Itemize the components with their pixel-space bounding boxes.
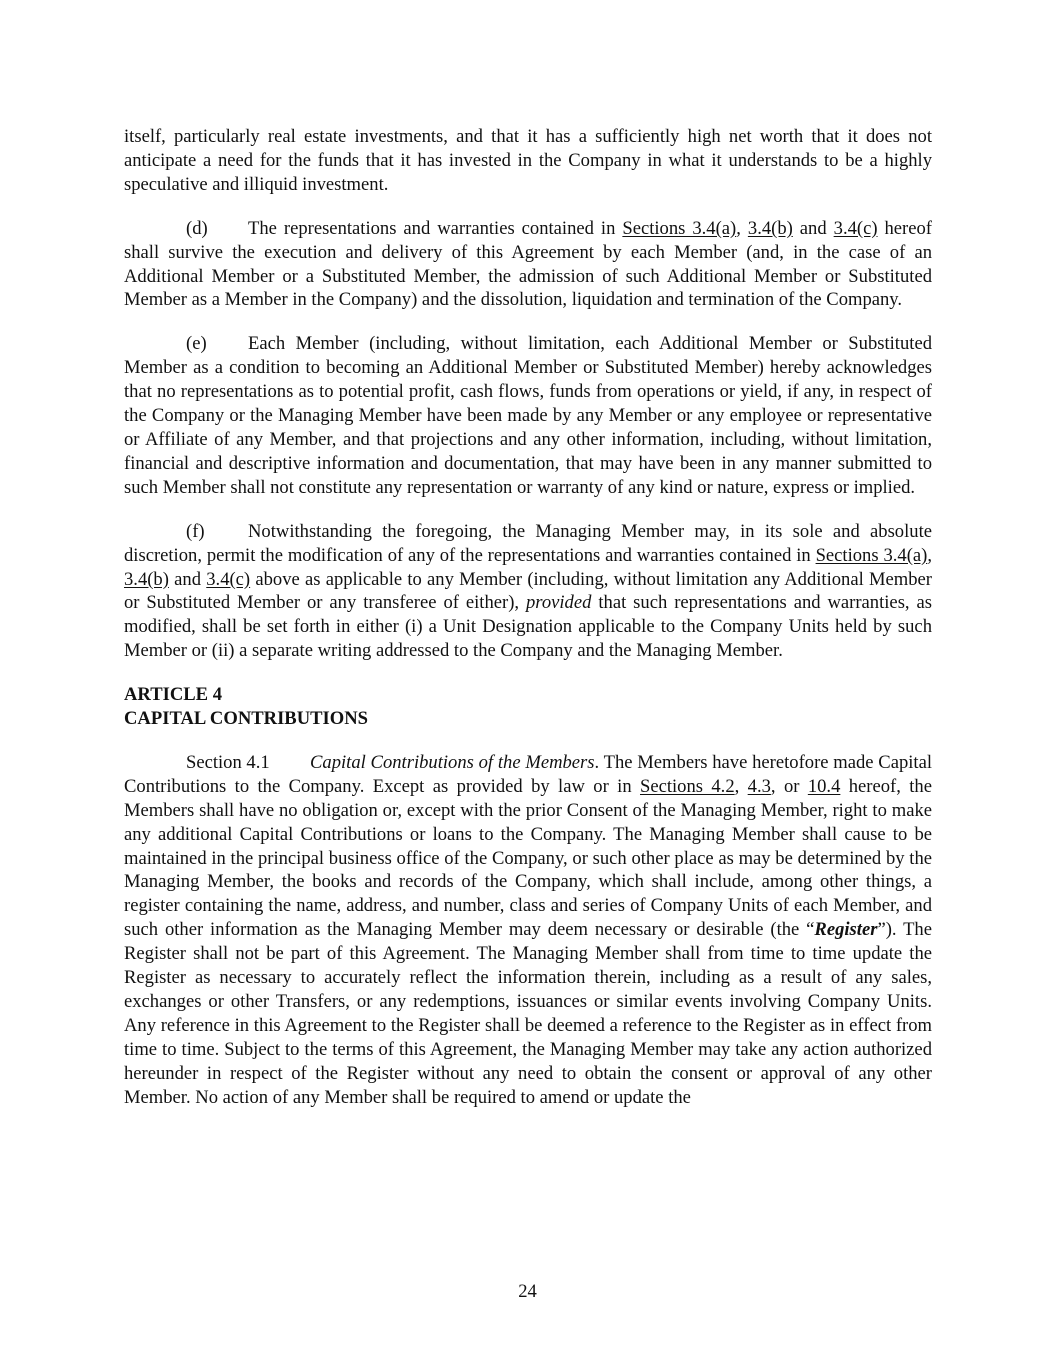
section-ref-3-4-c: 3.4(c)	[206, 568, 251, 590]
paragraph-e-label: (e)	[186, 333, 207, 355]
continuation-paragraph: itself, particularly real estate investments, and that it has a sufficiently high net worth that it does not anticipate a need for the funds that it has invested in the Company in what it understands to be a highly speculative and illiquid investment.	[124, 126, 932, 195]
paragraph-f-label: (f)	[186, 520, 205, 542]
paragraph-e: (e) Each Member (including, without limitation, each Additional Member or Substituted Member as a condition to becoming an Additional Member or Substituted Member) hereby acknowledges that no representations as to potential profit, cash flows, funds from operations or yield, if any, in respect of the Company or the Managing Member have been made by any Member or any employee or representative or Affiliate of any Member, and that projections and any other information, including, without limitation, financial and descriptive information and documentation, that may have been in any manner submitted to such Member shall not constitute any representation or warranty of any kind or nature, express or implied.	[124, 333, 932, 498]
section-ref-4-3: 4.3	[747, 775, 771, 797]
section-ref-3-4-a: Sections 3.4(a)	[622, 217, 737, 239]
section-4-1-heading: Capital Contributions of the Members	[310, 751, 595, 773]
section-ref-3-4-a: Sections 3.4(a)	[815, 544, 928, 566]
section-ref-3-4-b: 3.4(b)	[124, 568, 169, 590]
article-number: ARTICLE 4	[124, 684, 223, 706]
section-ref-3-4-c: 3.4(c)	[833, 217, 878, 239]
register-defined-term: Register	[814, 919, 878, 941]
section-ref-10-4: 10.4	[807, 775, 841, 797]
page-number: 24	[518, 1281, 537, 1302]
paragraph-f: (f) Notwithstanding the foregoing, the Managing Member may, in its sole and absolute discretion, permit the modification of any of the representations and warranties contained in Sections 3.4(a), 3.4(b) and 3.4(c) above as applicable to any Member (including, without limitation any Additional Member or Substituted Member or any transferee of either), provided that such representations and warranties, as modified, shall be set forth in either (i) a Unit Designation applicable to the Company Units held by such Member or (ii) a separate writing addressed to the Company and the Managing Member.	[124, 520, 933, 662]
document-page	[124, 125, 932, 1110]
section-4-1: Section 4.1 Capital Contributions of the Members. The Members have heretofore made Capital Contributions to the Company. Except as provided by law or in Sections 4.2, 4.3, or 10.4 hereof, the Members shall have no obligation or, except with the prior Consent of the Managing Member, right to make any additional Capital Contributions or loans to the Company. The Managing Member shall cause to be maintained in the principal business office of the Company, or such other place as may be determined by the Managing Member, the books and records of the Company, which shall include, among other things, a register containing the name, address, and number, class and series of Company Units of each Member, and such other information as the Managing Member may deem necessary or desirable (the “Register”). The Register shall not be part of this Agreement. The Managing Member shall from time to time update the Register as necessary to accurately reflect the information therein, including as a result of any sales, exchanges or other Transfers, or any redemptions, issuances or similar events involving Company Units. Any reference in this Agreement to the Register shall be deemed a reference to the Register as in effect from time to time. Subject to the terms of this Agreement, the Managing Member may take any action authorized hereunder in respect of the Register without any need to obtain the consent or approval of any other Member. No action of any Member shall be required to amend or update the	[124, 751, 932, 1108]
paragraph-d: (d) The representations and warranties contained in Sections 3.4(a), 3.4(b) and 3.4(c) hereof shall survive the execution and delivery of this Agreement by each Member (and, in the case of an Additional Member or a Substituted Member, the admission of such Additional Member or Substituted Member as a Member in the Company) and the dissolution, liquidation and termination of the Company.	[124, 217, 932, 311]
provided-term: provided	[526, 592, 592, 614]
paragraph-d-label: (d)	[186, 217, 208, 239]
article-title: CAPITAL CONTRIBUTIONS	[124, 708, 369, 730]
section-ref-4-2: Sections 4.2	[640, 775, 735, 797]
section-4-1-label: Section 4.1	[186, 751, 270, 773]
section-ref-3-4-b: 3.4(b)	[747, 217, 793, 239]
